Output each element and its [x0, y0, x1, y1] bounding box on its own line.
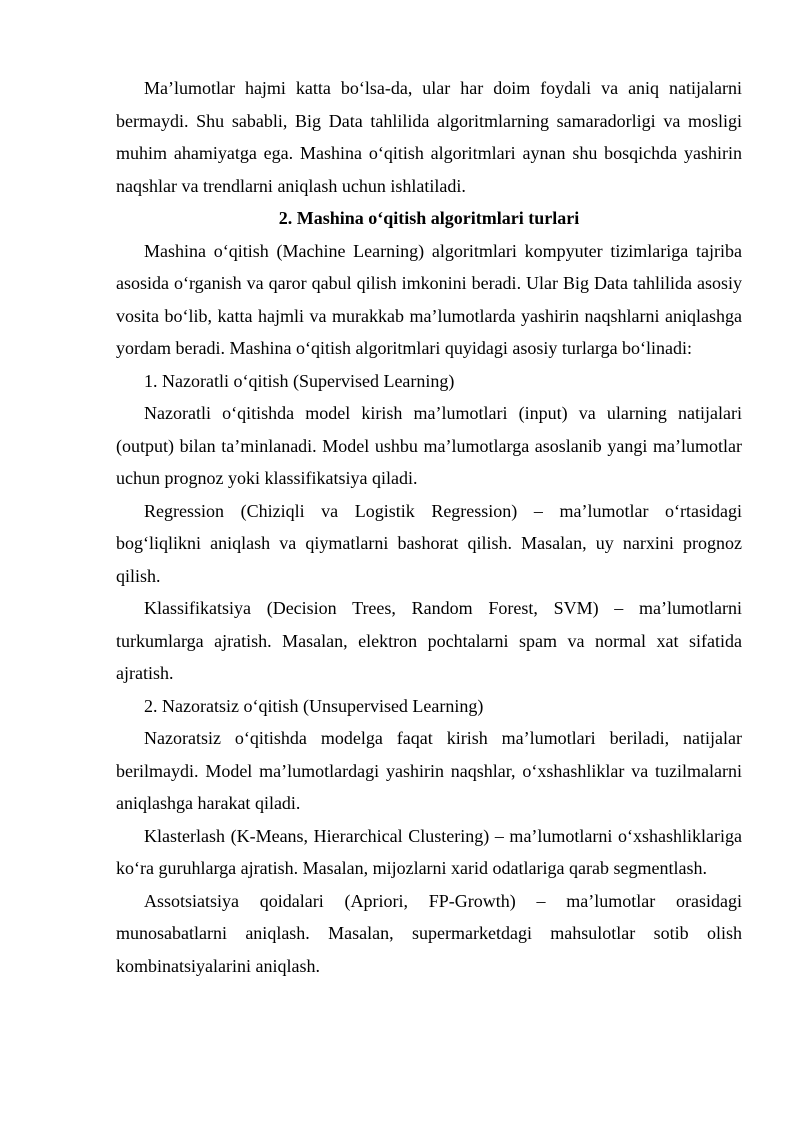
intro-paragraph: Ma’lumotlar hajmi katta bo‘lsa-da, ular har doim foydali va aniq natijalarni bermaydi. Shu sababli, Big Data tahlilida algoritmlarning samaradorligi va mosligi muhim ahamiyatga ega. Mashina o‘qitish algoritmlari aynan shu bosqichda yashirin naqshlar va trendlarni aniqlash uchun ishlatiladi.: [116, 78, 742, 196]
regression-paragraph: Regression (Chiziqli va Logistik Regression) – ma’lumotlar o‘rtasidagi bog‘liqlikni aniqlash va qiymatlarni bashorat qilish. Masalan, uy narxini prognoz qilish.: [116, 500, 742, 586]
supervised-heading: 1. Nazoratli o‘qitish (Supervised Learning): [144, 370, 455, 391]
ml-overview-paragraph: Mashina o‘qitish (Machine Learning) algoritmlari kompyuter tizimlariga tajriba asosida o‘rganish va qaror qabul qilish imkonini beradi. Ular Big Data tahlilida asosiy vosita bo‘lib, katta hajmli va murakkab ma’lumotlarda yashirin naqshlarni aniqlashga yordam beradi. Mashina o‘qitish algoritmlari quyidagi asosiy turlarga bo‘linadi:: [116, 240, 742, 358]
unsupervised-heading: 2. Nazoratsiz o‘qitish (Unsupervised Learning): [144, 695, 484, 716]
classification-paragraph: Klassifikatsiya (Decision Trees, Random Forest, SVM) – ma’lumotlarni turkumlarga ajratish. Masalan, elektron pochtalarni spam va normal xat sifatida ajratish.: [116, 598, 742, 683]
supervised-paragraph: Nazoratli o‘qitishda model kirish ma’lumotlari (input) va ularning natijalari (output) bilan ta’minlanadi. Model ushbu ma’lumotlarga asoslanib yangi ma’lumotlar uchun prognoz yoki klassifikatsiya qiladi.: [116, 403, 742, 488]
section-title: 2. Mashina o‘qitish algoritmlari turlari: [278, 208, 580, 228]
unsupervised-paragraph: Nazoratsiz o‘qitishda modelga faqat kirish ma’lumotlari beriladi, natijalar berilmaydi. Model ma’lumotlardagi yashirin naqshlar, o‘xshashliklar va tuzilmalarni aniqlashga harakat qiladi.: [116, 728, 742, 813]
clustering-paragraph: Klasterlash (K-Means, Hierarchical Clustering) – ma’lumotlarni o‘xshashliklariga ko‘ra guruhlarga ajratish. Masalan, mijozlarni xarid odatlariga qarab segmentlash.: [116, 825, 742, 878]
association-paragraph: Assotsiatsiya qoidalari (Apriori, FP-Growth) – ma’lumotlar orasidagi munosabatlarni aniqlash. Masalan, supermarketdagi mahsulotlar sotib olish kombinatsiyalarini aniqlash.: [116, 890, 742, 976]
document-body: [116, 72, 742, 982]
